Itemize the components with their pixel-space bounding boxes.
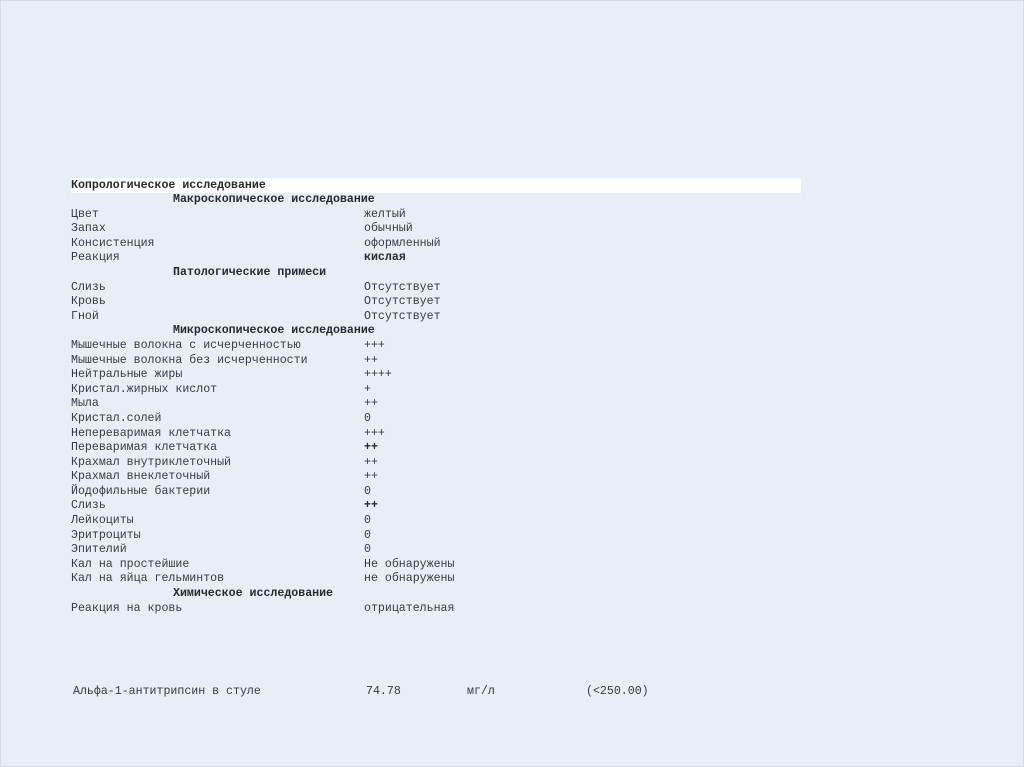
result-label: Реакция: [71, 251, 120, 265]
report-title: Копрологическое исследование: [71, 178, 801, 193]
result-row: [71, 295, 801, 310]
result-row: [71, 602, 801, 617]
result-value: желтый: [364, 207, 406, 221]
result-value: Отсутствует: [364, 280, 441, 294]
coprology-report: [71, 178, 801, 616]
result-value: +++: [364, 338, 385, 352]
result-label: Кристал.жирных кислот: [71, 382, 218, 396]
result-value: оформленный: [364, 236, 441, 250]
alpha1-unit: мг/л: [467, 685, 495, 698]
result-label: Реакция на кровь: [71, 601, 183, 615]
result-value: Отсутствует: [364, 295, 441, 309]
result-value: 0: [364, 484, 371, 498]
result-row: [71, 441, 801, 456]
result-row: [71, 339, 801, 354]
result-value: кислая: [364, 251, 406, 265]
result-row: [71, 208, 801, 223]
result-label: Слизь: [71, 280, 106, 294]
result-row: [71, 310, 801, 325]
result-label: Мыла: [71, 397, 99, 411]
result-label: Кровь: [71, 295, 106, 309]
alpha1-reference: (<250.00): [586, 685, 649, 698]
result-value: не обнаружены: [364, 572, 455, 586]
result-row: [71, 456, 801, 471]
result-label: Кристал.солей: [71, 411, 162, 425]
result-value: ++: [364, 455, 378, 469]
result-value: Не обнаружены: [364, 557, 455, 571]
result-value: ++: [364, 441, 378, 455]
result-label: Мышечные волокна без исчерченности: [71, 353, 308, 367]
result-value: 0: [364, 514, 371, 528]
result-row: [71, 251, 801, 266]
alpha1-antitrypsin-row: [73, 684, 713, 699]
result-row: [71, 397, 801, 412]
result-label: Лейкоциты: [71, 514, 134, 528]
result-value: 0: [364, 528, 371, 542]
result-label: Цвет: [71, 207, 99, 221]
alpha1-name: Альфа-1-антитрипсин в стуле: [73, 685, 261, 698]
result-row: [71, 543, 801, 558]
result-label: Эритроциты: [71, 528, 141, 542]
result-value: ++: [364, 499, 378, 513]
result-row: [71, 427, 801, 442]
result-value: +++: [364, 426, 385, 440]
result-row: [71, 485, 801, 500]
result-label: Переваримая клетчатка: [71, 441, 218, 455]
section-title-pathological: Патологические примеси: [173, 265, 327, 279]
result-row: [71, 237, 801, 252]
result-value: ++: [364, 353, 378, 367]
result-value: ++: [364, 397, 378, 411]
result-label: Запах: [71, 222, 106, 236]
result-label: Кал на простейшие: [71, 557, 190, 571]
result-label: Консистенция: [71, 236, 155, 250]
result-label: Гной: [71, 309, 99, 323]
result-label: Непереваримая клетчатка: [71, 426, 232, 440]
section-title-microscopic: Микроскопическое исследование: [173, 324, 375, 338]
result-value: обычный: [364, 222, 413, 236]
result-value: 0: [364, 543, 371, 557]
result-value: отрицательная: [364, 601, 455, 615]
result-row: [71, 499, 801, 514]
result-row: [71, 368, 801, 383]
result-row: [71, 572, 801, 587]
result-row: [71, 514, 801, 529]
result-value: +: [364, 382, 371, 396]
result-row: [71, 412, 801, 427]
section-title-macroscopic: Макроскопическое исследование: [173, 193, 375, 206]
result-row: [71, 383, 801, 398]
result-row: [71, 281, 801, 296]
result-value: 0: [364, 411, 371, 425]
result-row: [71, 529, 801, 544]
result-label: Йодофильные бактерии: [71, 484, 211, 498]
result-value: ++++: [364, 368, 392, 382]
result-label: Крахмал внутриклеточный: [71, 455, 232, 469]
result-label: Нейтральные жиры: [71, 368, 183, 382]
result-row: [71, 222, 801, 237]
result-label: Кал на яйца гельминтов: [71, 572, 225, 586]
result-label: Слизь: [71, 499, 106, 513]
result-value: ++: [364, 470, 378, 484]
result-label: Крахмал внеклеточный: [71, 470, 211, 484]
result-row: [71, 354, 801, 369]
result-label: Мышечные волокна с исчерченностью: [71, 338, 301, 352]
section-title-chemical: Химическое исследование: [173, 587, 334, 601]
result-row: [71, 470, 801, 485]
result-row: [71, 558, 801, 573]
result-value: Отсутствует: [364, 309, 441, 323]
result-label: Эпителий: [71, 543, 127, 557]
alpha1-value: 74.78: [366, 685, 401, 698]
